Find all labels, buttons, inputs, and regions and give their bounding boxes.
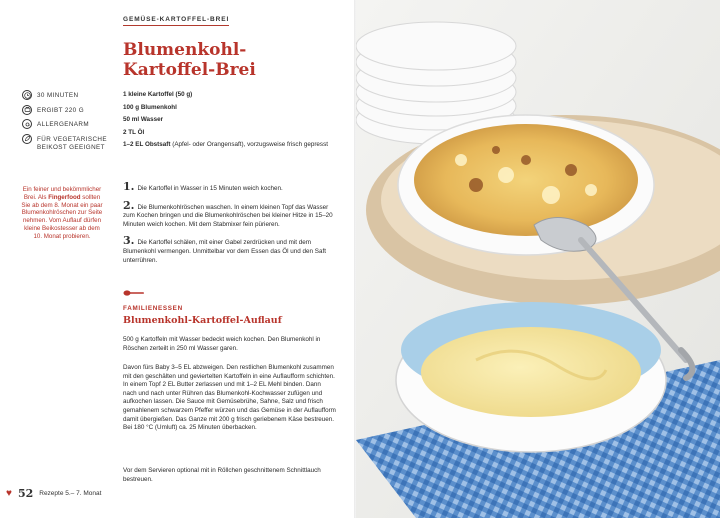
vegetarian-icon [22,134,32,144]
side-note-highlight: Fingerfood [48,193,81,201]
page-number: 52 [17,487,34,500]
paragraph: Vor dem Servieren optional mit in Röllchen geschnittenem Schnittlauch bestreuen. [123,467,321,483]
spoon-icon [123,290,145,296]
ingredient-item: 2 TL Öl [123,128,145,136]
section-name: Rezepte 5.– 7. Monat [39,490,102,497]
ingredient-list [123,91,333,154]
page-footer [6,487,101,500]
meta-vegetarian [22,134,122,152]
title-line-2: Kartoffel-Brei [123,60,256,80]
meta-yield-text: ERGIBT 220 G [37,106,85,114]
step-1: 1. Die Kartoffel in Wasser in 15 Minuten weich kochen. [123,180,283,193]
food-photo [356,0,720,518]
recipe-meta [22,90,122,156]
meta-allergen [22,119,122,129]
family-meal-tag: FAMILIENESSEN [123,305,183,312]
step-2: 2. Die Blumenkohlröschen waschen. In einem kleinen Topf das Wasser zum Kochen bringen und die Blumenkohlröschen bei kleiner Hitze in 15–20 Minuten weich kochen. Mit dem Stabmixer fein pürieren. [123,198,333,228]
allergen-icon [22,119,32,129]
meta-vegetarian-text: FÜR VEGETARISCHE BEIKOST GEEIGNET [37,135,107,151]
ingredient-item: 1 kleine Kartoffel (50 g) [123,91,193,98]
title-line-1: Blumenkohl- [123,40,247,60]
recipe-title [123,40,323,80]
ingredient-item: 100 g Blumenkohl [123,103,177,111]
preparation-steps [123,180,335,273]
recipe-subtitle: Blumenkohl-Kartoffel-Auflauf [123,315,282,326]
step-3: 3. Die Kartoffel schälen, mit einer Gabel zerdrücken und mit dem Blumenkohl vermengen. Unmittelbar vor dem Essen das Öl und den Saft unterrühren. [123,234,327,264]
ingredient-item: 50 ml Wasser [123,116,164,124]
meta-time-text: 30 MINUTEN [37,92,79,99]
scale-icon [22,105,32,115]
side-note: Ein feiner und bekömmlicher Brei. Als Fingerfood sollten Sie ab dem 8. Monat ein paar Blumenkohlröschen zur Seite nehmen. Vom Auflauf dürfen kleine Beikostesser ab dem 10. Monat probieren. [21,186,103,240]
meta-yield [22,105,122,115]
meta-allergen-text: ALLERGENARM [37,121,89,128]
heart-icon: ♥ [6,488,12,499]
paragraph: Davon fürs Baby 3–5 EL abzweigen. Den restlichen Blumenkohl zusammen mit den geschälten und geviertelten Kartoffeln in eine Auflaufform schichten. In einem Topf 2 EL Butter zerlassen und mit 1–2 EL Mehl binden. Dann nach und nach unter Rühren das Blumenkohl-Kochwasser zufügen und aufkochen lassen. Die Sauce mit Gemüsebrühe, Sahne, Salz und frisch gemahlenem schwarzem Pfeffer würzen und das Gemüse in der Auflaufform damit übergießen. Das Ganze mit 200 g frisch geriebenem Käse bestreuen. Bei 180 °C (Umluft) ca. 25 Minuten überbacken. [123,364,336,432]
paragraph: 500 g Kartoffeln mit Wasser bedeckt weich kochen. Den Blumenkohl in Röschen zerteilt in 250 ml Wasser garen. [123,336,321,352]
category-label: GEMÜSE-KARTOFFEL-BREI [123,16,229,26]
meta-time [22,90,122,100]
clock-icon [22,90,32,100]
ingredient-item: 1–2 EL Obstsaft (Apfel- oder Orangensaft), vorzugsweise frisch gepresst [123,141,328,149]
